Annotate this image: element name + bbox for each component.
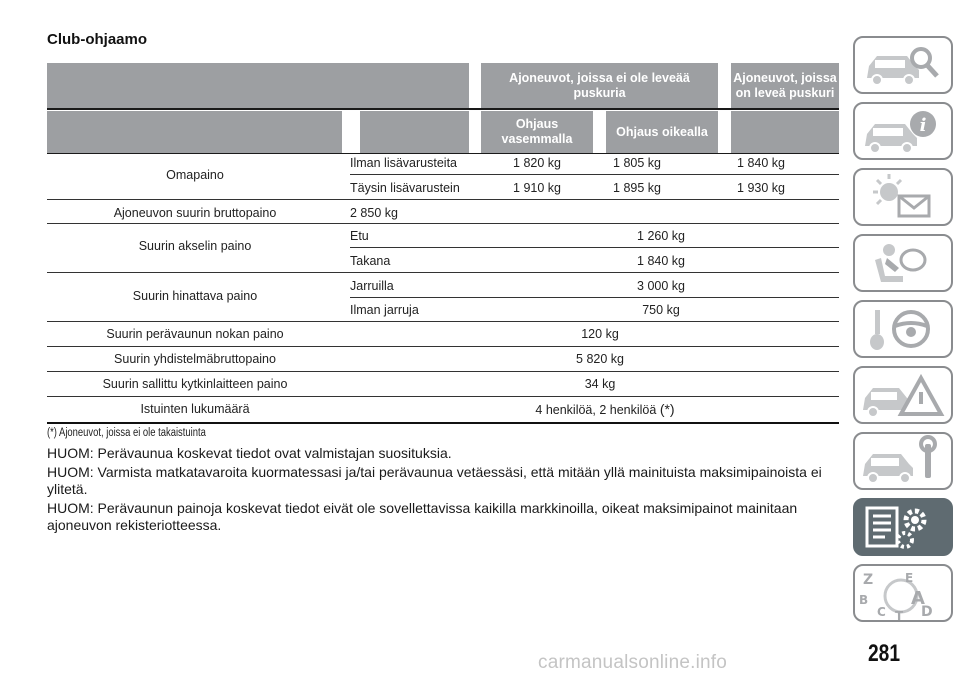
row-divider bbox=[47, 396, 839, 397]
header-bottom-line bbox=[47, 153, 839, 154]
row-brutto-value: 2 850 kg bbox=[350, 206, 398, 220]
header-steer-left-text: Ohjaus vasemmalla bbox=[501, 117, 573, 146]
key-steering-wheel-icon bbox=[855, 302, 951, 356]
row-omapaino-sub1-v1: 1 820 kg bbox=[513, 156, 561, 170]
tab-car-search[interactable] bbox=[853, 36, 953, 94]
tab-warning-lights-messages[interactable] bbox=[853, 168, 953, 226]
alphabet-index-icon bbox=[855, 566, 951, 620]
header-row2-blank-2 bbox=[360, 111, 469, 153]
row-divider bbox=[47, 346, 839, 347]
note-1: HUOM: Perävaunua koskevat tiedot ovat valmistajan suosituksia. bbox=[47, 445, 452, 461]
row-divider bbox=[47, 272, 839, 273]
row-hinattava-sub2: Ilman jarruja bbox=[350, 303, 419, 317]
table-bottom-line bbox=[47, 422, 839, 424]
car-wrench-icon bbox=[855, 434, 951, 488]
row-divider bbox=[350, 174, 839, 175]
svg-text:A: A bbox=[911, 588, 925, 609]
row-yhdistelma-value: 5 820 kg bbox=[576, 352, 624, 366]
row-brutto-label: Ajoneuvon suurin bruttopaino bbox=[113, 206, 277, 220]
row-kytkin-label: Suurin sallittu kytkinlaitteen paino bbox=[102, 377, 288, 391]
row-istuimet-value-wrap bbox=[460, 402, 750, 418]
row-divider bbox=[350, 247, 839, 248]
header-col-no-wide-bumper-text: Ajoneuvot, joissa ei ole leveää puskuria bbox=[509, 70, 690, 100]
row-hinattava-sub1: Jarruilla bbox=[350, 279, 394, 293]
header-steer-right bbox=[606, 111, 718, 153]
svg-text:B: B bbox=[859, 593, 869, 607]
car-search-icon bbox=[855, 38, 951, 92]
row-nokka-value: 120 kg bbox=[581, 327, 619, 341]
row-omapaino-sub1-v2: 1 805 kg bbox=[613, 156, 661, 170]
svg-text:Z: Z bbox=[863, 572, 874, 588]
section-title: Club-ohjaamo bbox=[47, 31, 147, 48]
header-steer-right-text: Ohjaus oikealla bbox=[616, 124, 708, 139]
page-number: 281 bbox=[868, 640, 901, 667]
header-col-no-wide-bumper bbox=[481, 63, 718, 108]
tab-car-info[interactable] bbox=[853, 102, 953, 160]
watermark: carmanualsonline.info bbox=[538, 652, 728, 673]
header-row2-blank-3 bbox=[731, 111, 839, 153]
tab-maintenance[interactable] bbox=[853, 432, 953, 490]
row-akseli-sub2: Takana bbox=[350, 254, 391, 268]
row-omapaino-sub2-v2: 1 895 kg bbox=[613, 181, 661, 195]
seat-airbag-icon bbox=[855, 236, 951, 290]
row-divider bbox=[47, 321, 839, 322]
header-divider bbox=[47, 108, 839, 110]
car-breakdown-warning-icon bbox=[855, 368, 951, 422]
row-omapaino-sub2-v3: 1 930 kg bbox=[737, 181, 785, 195]
row-nokka-label: Suurin perävaunun nokan paino bbox=[106, 327, 284, 341]
svg-text:D: D bbox=[921, 604, 933, 620]
tab-technical-data[interactable] bbox=[853, 498, 953, 556]
row-akseli-sub1: Etu bbox=[350, 229, 369, 243]
svg-text:i: i bbox=[919, 115, 927, 136]
header-row1-blank bbox=[47, 63, 469, 108]
row-omapaino-sub1: Ilman lisävarusteita bbox=[350, 156, 457, 170]
row-divider bbox=[47, 371, 839, 372]
specs-gear-icon bbox=[855, 500, 951, 554]
svg-text:T: T bbox=[895, 609, 904, 620]
row-hinattava-sub2-value: 750 kg bbox=[642, 303, 680, 317]
row-istuimet-label: Istuinten lukumäärä bbox=[140, 402, 250, 416]
row-istuimet-value: 4 henkilöä, 2 henkilöä bbox=[535, 403, 657, 417]
row-divider bbox=[47, 199, 839, 200]
header-row2-blank-1 bbox=[47, 111, 342, 153]
footnote: (*) Ajoneuvot, joissa ei ole takaistuinta bbox=[47, 427, 206, 439]
note-2: HUOM: Varmista matkatavaroita kuormatessasi ja/tai perävaunua vetäessäsi, että mitään yllä mainituista maksimipainoista ei ylitetä. bbox=[47, 464, 822, 497]
row-akseli-label: Suurin akselin paino bbox=[138, 239, 252, 253]
header-col-wide-bumper bbox=[731, 63, 839, 108]
tab-starting-driving[interactable] bbox=[853, 300, 953, 358]
row-omapaino-sub2-v1: 1 910 kg bbox=[513, 181, 561, 195]
note-3: HUOM: Perävaunun painoja koskevat tiedot eivät ole sovellettavissa kaikilla markkinoilla, oikeat maksimipainot mainitaan ajoneuvon rekisteriotteessa. bbox=[47, 500, 798, 533]
tab-alphabetical-index[interactable] bbox=[853, 564, 953, 622]
row-omapaino-sub1-v3: 1 840 kg bbox=[737, 156, 785, 170]
tab-safety[interactable] bbox=[853, 234, 953, 292]
svg-text:E: E bbox=[905, 571, 914, 585]
row-akseli-sub2-value: 1 840 kg bbox=[637, 254, 685, 268]
tab-emergency[interactable] bbox=[853, 366, 953, 424]
row-akseli-sub1-value: 1 260 kg bbox=[637, 229, 685, 243]
row-divider bbox=[47, 223, 839, 224]
row-divider bbox=[350, 297, 839, 298]
car-info-icon bbox=[855, 104, 951, 158]
header-steer-left bbox=[481, 111, 593, 153]
warning-light-message-icon bbox=[855, 170, 951, 224]
row-hinattava-sub1-value: 3 000 kg bbox=[637, 279, 685, 293]
header-col-wide-bumper-text: Ajoneuvot, joissa on leveä puskuri bbox=[733, 70, 837, 100]
row-yhdistelma-label: Suurin yhdistelmäbruttopaino bbox=[114, 352, 276, 366]
row-istuimet-footnote-mark: (*) bbox=[659, 401, 675, 417]
row-omapaino-sub2: Täysin lisävarustein bbox=[350, 181, 460, 195]
row-omapaino-label: Omapaino bbox=[166, 168, 224, 182]
row-hinattava-label: Suurin hinattava paino bbox=[132, 289, 258, 303]
svg-text:C: C bbox=[877, 605, 886, 619]
row-kytkin-value: 34 kg bbox=[584, 377, 616, 391]
